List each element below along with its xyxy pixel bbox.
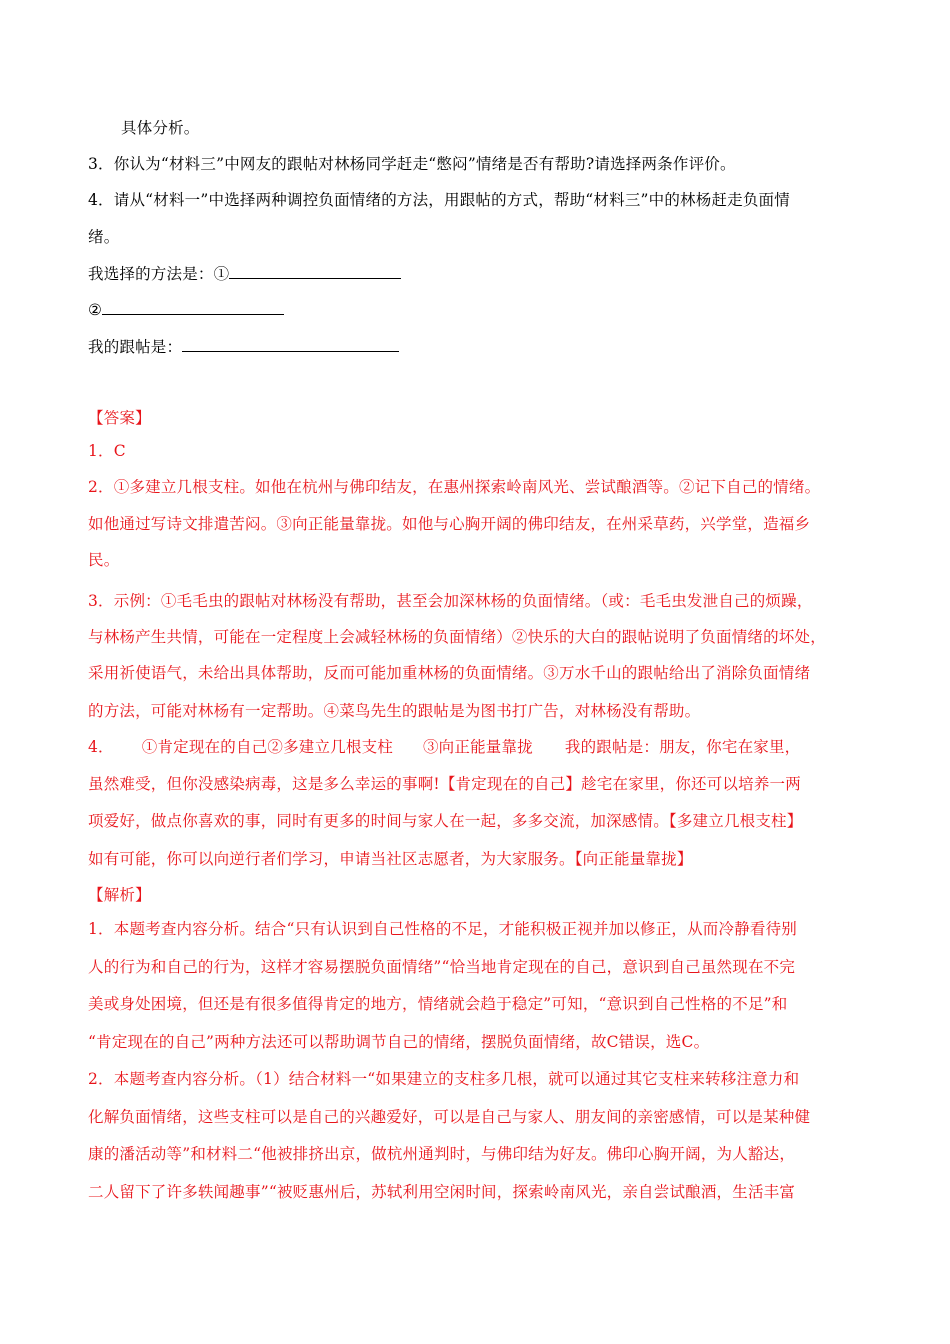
analysis-1-line-3: 美或身处困境，但还是有很多值得肯定的地方，情绪就会趋于稳定”可知，“意识到自己性格的不足”和 (88, 995, 788, 1013)
post-blank (182, 335, 399, 352)
answer-heading: 【答案】 (88, 409, 151, 427)
answer-4-line-2: 虽然难受，但你没感染病毒，这是多么幸运的事啊!【肯定现在的自己】趁宅在家里，你还可以培养一两 (88, 775, 801, 793)
answer-3-line-2: 与林杨产生共情，可能在一定程度上会减轻林杨的负面情绪）②快乐的大白的跟帖说明了负面情绪的坏处， (88, 628, 826, 646)
method-1-blank (229, 262, 401, 279)
analysis-1-line-1: 1．本题考查内容分析。结合“只有认识到自己性格的不足，才能积极正视并加以修正，从而冷静看待别 (88, 920, 797, 938)
method-2-answer-line (88, 298, 868, 321)
question-3: 3．你认为“材料三”中网友的跟帖对林杨同学赶走“憋闷”情绪是否有帮助?请选择两条作评价。 (88, 155, 736, 173)
analysis-heading: 【解析】 (88, 886, 151, 904)
method-label: 我选择的方法是：① (88, 265, 230, 283)
analysis-2-line-1: 2．本题考查内容分析。（1）结合材料一“如果建立的支柱多几根，就可以通过其它支柱来转移注意力和 (88, 1070, 800, 1088)
question-4-line-2: 绪。 (88, 228, 120, 246)
method-2-blank (102, 298, 284, 315)
answer-2-line-2: 如他通过写诗文排遣苦闷。③向正能量靠拢。如他与心胸开阔的佛印结友，在州采草药，兴学堂，造福乡 (88, 515, 811, 533)
answer-4-line-3: 项爱好，做点你喜欢的事，同时有更多的时间与家人在一起，多多交流，加深感情。【多建立几根支柱】 (88, 812, 803, 830)
post-answer-line (88, 335, 868, 358)
answer-1: 1．C (88, 442, 126, 460)
method-2-label: ② (88, 301, 103, 319)
answer-4-line-4: 如有可能，你可以向逆行者们学习，申请当社区志愿者，为大家服务。【向正能量靠拢】 (88, 850, 693, 868)
analysis-1-line-4: “肯定现在的自己”两种方法还可以帮助调节自己的情绪，摆脱负面情绪，故C错误，选C。 (88, 1033, 710, 1051)
answer-4-methods-a: ①肯定现在的自己②多建立几根支柱 (141, 738, 393, 756)
answer-3-line-1: 3．示例：①毛毛虫的跟帖对林杨没有帮助，甚至会加深林杨的负面情绪。（或：毛毛虫发泄自己的烦躁， (88, 592, 813, 610)
analysis-2-line-4: 二人留下了许多轶闻趣事”“被贬惠州后，苏轼利用空闲时间，探索岭南风光，亲自尝试酿酒，生活丰富 (88, 1183, 796, 1201)
question-2-tail: 具体分析。 (121, 119, 200, 137)
question-4-line-1: 4．请从“材料一”中选择两种调控负面情绪的方法，用跟帖的方式，帮助“材料三”中的林杨赶走负面情 (88, 191, 790, 209)
answer-2-line-1: 2．①多建立几根支柱。如他在杭州与佛印结友，在惠州探索岭南风光、尝试酿酒等。②记下自己的情绪。 (88, 478, 821, 496)
post-label: 我的跟帖是： (88, 338, 183, 356)
answer-2-line-3: 民。 (88, 551, 120, 569)
answer-4-post-start: 我的跟帖是：朋友，你宅在家里， (564, 738, 801, 756)
answer-4-methods-b: ③向正能量靠拢 (422, 738, 533, 756)
answer-4-number: 4． (88, 738, 114, 756)
answer-3-line-3: 采用祈使语气，未给出具体帮助，反而可能加重林杨的负面情绪。③万水千山的跟帖给出了消除负面情绪 (88, 664, 811, 682)
analysis-2-line-2: 化解负面情绪，这些支柱可以是自己的兴趣爱好，可以是自己与家人、朋友间的亲密感情，可以是某种健 (88, 1108, 811, 1126)
method-answer-line (88, 262, 868, 285)
answer-4-line-1 (88, 736, 868, 758)
analysis-1-line-2: 人的行为和自己的行为，这样才容易摆脱负面情绪”“恰当地肯定现在的自己，意识到自己虽然现在不完 (88, 958, 796, 976)
answer-3-line-4: 的方法，可能对林杨有一定帮助。④菜鸟先生的跟帖是为图书打广告，对林杨没有帮助。 (88, 702, 701, 720)
analysis-2-line-3: 康的潘活动等”和材料二“他被排挤出京，做杭州通判时，与佛印结为好友。佛印心胸开阔，为人豁达， (88, 1145, 796, 1163)
